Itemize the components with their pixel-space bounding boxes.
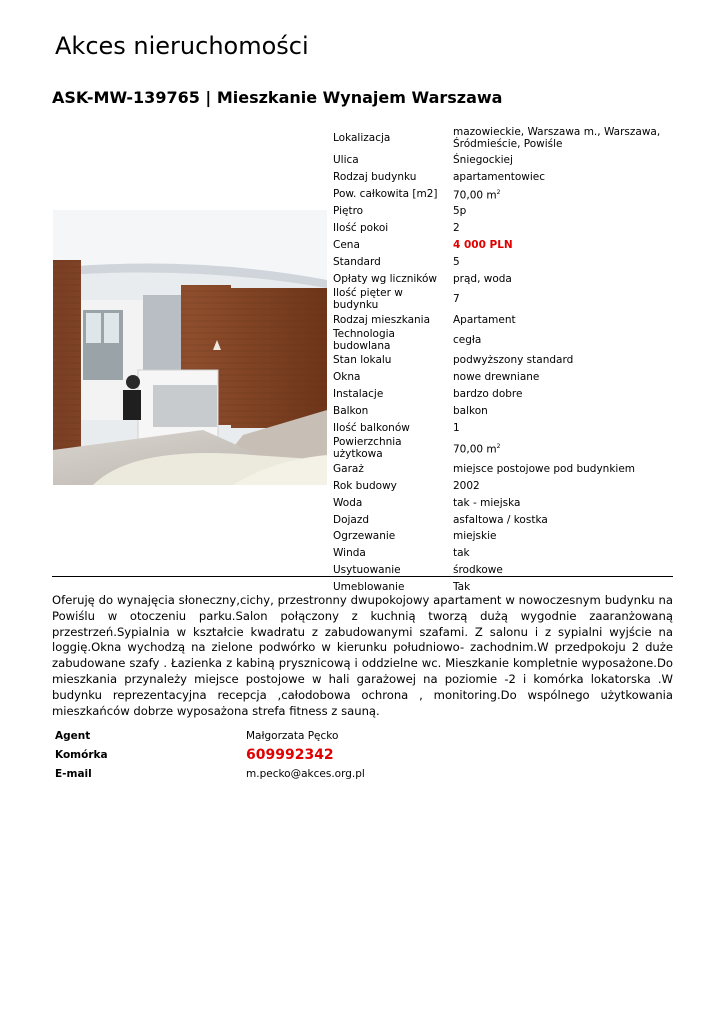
property-value-text: środkowe bbox=[453, 564, 503, 577]
property-label: Instalacje bbox=[333, 388, 384, 401]
property-row bbox=[330, 169, 675, 186]
property-value-text: Apartament bbox=[453, 313, 516, 326]
property-value bbox=[450, 460, 675, 477]
property-label: Piętro bbox=[333, 205, 364, 218]
property-row bbox=[330, 287, 675, 311]
property-value bbox=[450, 511, 675, 528]
agent-label: Agent bbox=[55, 729, 91, 742]
property-value bbox=[450, 186, 675, 203]
property-value bbox=[450, 169, 675, 186]
property-value-text: 70,00 m bbox=[453, 443, 497, 456]
property-value-text: 7 bbox=[453, 293, 460, 306]
property-label: Ilość pięter w budynku bbox=[333, 287, 403, 312]
phone-label: Komórka bbox=[55, 748, 108, 761]
agent-row bbox=[52, 726, 452, 745]
property-value bbox=[450, 328, 675, 352]
company-name: Akces nieruchomości bbox=[55, 32, 309, 60]
property-value-text: balkon bbox=[453, 405, 488, 418]
property-label: Dojazd bbox=[333, 513, 370, 526]
property-label: Rok budowy bbox=[333, 479, 397, 492]
property-value bbox=[450, 477, 675, 494]
property-value-text: miejskie bbox=[453, 530, 497, 543]
property-value-text: 70,00 m bbox=[453, 189, 497, 202]
property-row bbox=[330, 220, 675, 237]
property-row bbox=[330, 352, 675, 369]
property-value bbox=[450, 311, 675, 328]
listing-title: ASK-MW-139765 | Mieszkanie Wynajem Warszawa bbox=[52, 88, 503, 107]
property-row bbox=[330, 236, 675, 253]
email-label: E-mail bbox=[55, 767, 92, 780]
property-value-text: mazowieckie, Warszawa m., Warszawa, Śródmieście, Powiśle bbox=[453, 126, 661, 150]
property-label: Cena bbox=[333, 238, 360, 251]
property-row bbox=[330, 494, 675, 511]
property-row bbox=[330, 124, 675, 152]
section-divider bbox=[52, 576, 673, 577]
unit-superscript: 2 bbox=[496, 443, 501, 451]
property-row bbox=[330, 203, 675, 220]
property-value-text: 2 bbox=[453, 222, 460, 234]
property-label: Opłaty wg liczników bbox=[333, 272, 438, 285]
property-label: Winda bbox=[333, 547, 366, 560]
property-value bbox=[450, 403, 675, 420]
property-row bbox=[330, 253, 675, 270]
property-label: Garaż bbox=[333, 462, 364, 475]
property-label: Standard bbox=[333, 255, 381, 268]
property-label: Rodzaj budynku bbox=[333, 171, 417, 184]
property-value bbox=[450, 253, 675, 270]
property-value bbox=[450, 369, 675, 386]
property-row bbox=[330, 477, 675, 494]
property-value bbox=[450, 386, 675, 403]
property-details-table bbox=[330, 124, 675, 596]
property-label: Ilość pokoi bbox=[333, 222, 389, 234]
property-value-text: bardzo dobre bbox=[453, 388, 523, 401]
property-photo bbox=[53, 210, 327, 485]
property-value bbox=[450, 152, 675, 169]
price-value bbox=[450, 236, 675, 253]
property-row bbox=[330, 403, 675, 420]
unit-superscript: 2 bbox=[496, 188, 501, 196]
property-value bbox=[450, 545, 675, 562]
property-row bbox=[330, 528, 675, 545]
property-label: Powierzchnia użytkowa bbox=[333, 436, 402, 461]
property-value-text: Śniegockiej bbox=[453, 154, 513, 167]
property-label: Woda bbox=[333, 496, 363, 509]
property-value-text: apartamentowiec bbox=[453, 171, 546, 184]
property-label: Ulica bbox=[333, 154, 359, 167]
property-label: Lokalizacja bbox=[333, 132, 391, 144]
property-value-text: podwyższony standard bbox=[453, 354, 574, 367]
property-label: Ogrzewanie bbox=[333, 530, 396, 543]
property-value-text: nowe drewniane bbox=[453, 371, 540, 384]
property-label: Balkon bbox=[333, 405, 369, 418]
agent-contact bbox=[52, 726, 452, 783]
property-row bbox=[330, 152, 675, 169]
property-label: Rodzaj mieszkania bbox=[333, 313, 431, 326]
property-value-text: prąd, woda bbox=[453, 272, 512, 285]
property-row bbox=[330, 436, 675, 460]
phone-row bbox=[52, 745, 452, 764]
property-value bbox=[450, 203, 675, 220]
property-row bbox=[330, 270, 675, 287]
property-row bbox=[330, 186, 675, 203]
property-value-text: miejsce postojowe pod budynkiem bbox=[453, 462, 636, 475]
property-value-text: 1 bbox=[453, 422, 460, 435]
property-label: Usytuowanie bbox=[333, 564, 401, 577]
property-label: Technologia budowlana bbox=[333, 328, 395, 353]
property-value-text: 2002 bbox=[453, 479, 480, 492]
property-value bbox=[450, 352, 675, 369]
property-value-text: 5 bbox=[453, 255, 460, 268]
property-value bbox=[450, 436, 675, 460]
property-value bbox=[450, 494, 675, 511]
property-value bbox=[450, 124, 675, 152]
property-row bbox=[330, 511, 675, 528]
property-value-text: cegła bbox=[453, 334, 482, 347]
property-label: Pow. całkowita [m2] bbox=[333, 188, 438, 201]
property-label: Okna bbox=[333, 371, 361, 384]
agent-name: Małgorzata Pęcko bbox=[246, 729, 339, 742]
property-value-text: tak - miejska bbox=[453, 496, 521, 509]
property-row bbox=[330, 328, 675, 352]
listing-description: Oferuję do wynajęcia słoneczny,cichy, przestronny dwupokojowy apartament w nowoczesnym budynku na Powiślu w otoczeniu parku.Salon połączony z kuchnią tworzą dużą wygodnie zaaranżowaną przestrzeń.Sypialnia w kształcie kwadratu z zabudowanymi szafami. Z salonu i z sypialni wyjście na loggię.Okna wychodzą na zielone podwórko w kierunku południowo- zachodnim.W przedpokoju 2 duże zabudowane szafy . Łazienka z kabiną prysznicową i oddzielne wc. Mieszkanie kompletnie wyposażone.Do mieszkania przynależy miejsce postojowe w hali garażowej na poziomie -2 i komórka lokatorska .W budynku reprezentacyjna recepcja ,całodobowa ochrona , monitoring.Do wspólnego użytkowania mieszkańców dobrze wyposażona strefa fitness z sauną. bbox=[52, 593, 673, 718]
property-row bbox=[330, 311, 675, 328]
property-row bbox=[330, 420, 675, 437]
property-row bbox=[330, 369, 675, 386]
property-value bbox=[450, 220, 675, 237]
property-value bbox=[450, 270, 675, 287]
property-value-text: asfaltowa / kostka bbox=[453, 513, 548, 526]
property-label: Ilość balkonów bbox=[333, 422, 410, 435]
property-value bbox=[450, 420, 675, 437]
property-value bbox=[450, 528, 675, 545]
property-value-text: tak bbox=[453, 547, 470, 560]
property-row bbox=[330, 545, 675, 562]
property-value bbox=[450, 287, 675, 311]
property-label: Umeblowanie bbox=[333, 581, 405, 594]
phone-number[interactable]: 609992342 bbox=[246, 746, 334, 763]
email-row bbox=[52, 764, 452, 783]
property-value-text: Tak bbox=[453, 581, 471, 594]
property-label: Stan lokalu bbox=[333, 354, 392, 367]
property-value-text: 5p bbox=[453, 205, 467, 218]
property-row bbox=[330, 460, 675, 477]
property-value-text: 4 000 PLN bbox=[453, 238, 513, 251]
email-address[interactable]: m.pecko@akces.org.pl bbox=[246, 767, 365, 780]
property-row bbox=[330, 386, 675, 403]
